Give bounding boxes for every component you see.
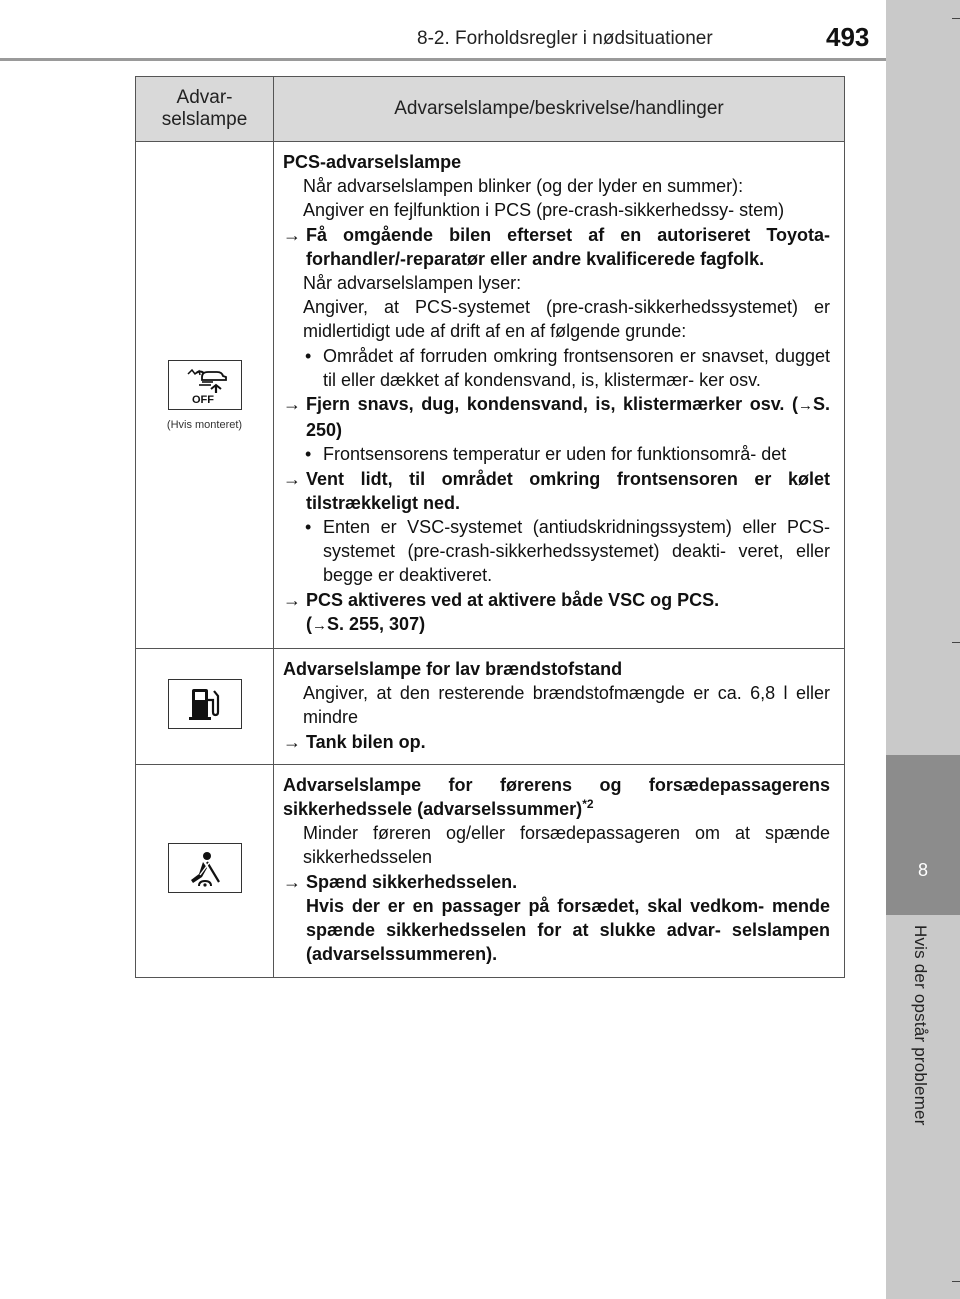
chapter-number: 8 — [917, 860, 928, 880]
warning-lights-table — [135, 76, 845, 978]
seatbelt-icon — [168, 843, 242, 893]
table-row — [136, 142, 845, 649]
text-line: Når advarselslampen lyser: — [303, 273, 522, 294]
arrow-icon: → — [283, 589, 301, 610]
page-number: 493 — [826, 22, 870, 52]
text-line: Minder føreren og/eller forsædepassageren om at spænde sikkerhedsselen — [303, 823, 830, 868]
lamp-title: PCS-advarselslampe — [283, 152, 462, 172]
crop-mark — [952, 642, 960, 643]
crop-mark — [952, 18, 960, 19]
icon-note: (Hvis monteret) — [166, 418, 243, 431]
arrow-icon: → — [283, 224, 301, 245]
arrow-icon: → — [797, 397, 813, 415]
page-header — [0, 0, 886, 62]
action-item: → Vent lidt, til området omkring frontsensoren er kølet tilstrækkeligt ned. — [283, 468, 830, 513]
arrow-icon: → — [312, 616, 327, 634]
chapter-tab[interactable] — [886, 755, 960, 915]
arrow-icon: → — [283, 468, 301, 489]
bullet-item: • Enten er VSC-systemet (antiudskridningssystem) eller PCS-systemet (pre-crash-sikkerhedssystemet) deakti- veret, eller begge er deaktiveret. — [305, 517, 830, 586]
action-item: → Tank bilen op. — [283, 730, 830, 754]
description-cell — [274, 142, 845, 649]
crop-mark — [952, 1281, 960, 1282]
lamp-title: Advarselslampe for lav brændstofstand — [283, 659, 623, 680]
table-header-row — [136, 77, 845, 142]
lamp-cell — [136, 649, 274, 765]
col-header-lamp: Advar- selslampe — [136, 77, 274, 142]
section-title: 8-2. Forholdsregler i nødsituationer — [417, 28, 713, 49]
arrow-icon: → — [283, 731, 301, 752]
col-header-description: Advarselslampe/beskrivelse/handlinger — [274, 77, 845, 142]
lamp-cell — [136, 764, 274, 977]
action-item: → PCS aktiveres ved at aktivere både VSC og PCS. (→S. 255, 307) — [283, 589, 720, 634]
lamp-title: Advarselslampe for førerens og forsædepassagerens sikkerhedssele (advarselssummer)$^{*2}$ — [283, 774, 830, 820]
text-line: Angiver, at den resterende brændstofmængde er ca. 6,8 l eller mindre — [303, 683, 830, 728]
text-line: Når advarselslampen blinker (og der lyder en summer): — [303, 176, 744, 197]
lamp-cell — [136, 142, 274, 649]
arrow-icon: → — [283, 394, 301, 415]
bullet-item: • Området af forruden omkring frontsensoren er snavset, dugget til eller dækket af kondensvand, is, klistermær- ker osv. — [305, 345, 830, 390]
svg-text:OFF: OFF — [191, 393, 214, 406]
description-cell — [274, 649, 845, 765]
footnote-marker: *2 — [582, 797, 594, 812]
action-continuation: Hvis der er en passager på forsædet, skal vedkom- mende spænde sikkerhedsselen for at slukke advar- selslampen (advarselssummeren). — [306, 895, 830, 965]
pcs-off-icon — [168, 360, 242, 410]
header-rule — [0, 58, 886, 61]
table-row — [136, 764, 845, 977]
bullet-item: • Frontsensorens temperatur er uden for funktionsområ- det — [305, 444, 787, 465]
page-reference[interactable]: S. 255, 307) — [327, 613, 426, 634]
arrow-icon: → — [283, 871, 301, 892]
page-reference[interactable]: S. 250) — [306, 394, 830, 441]
description-cell — [274, 764, 845, 977]
action-item: → Fjern snavs, dug, kondensvand, is, klistermærker osv. (→S. 250) — [283, 394, 830, 441]
action-item: → Spænd sikkerhedsselen. — [283, 870, 830, 894]
table-row — [136, 649, 845, 765]
chapter-sidebar — [886, 0, 960, 1299]
text-line: Angiver en fejlfunktion i PCS (pre-crash-sikkerhedssy- stem) — [303, 200, 785, 221]
text-line: Angiver, at PCS-systemet (pre-crash-sikkerhedssystemet) er midlertidigt ude af drift af en af følgende grunde: — [303, 297, 830, 342]
chapter-title: Hvis der opstår problemer — [911, 925, 930, 1126]
fuel-pump-icon — [168, 679, 242, 729]
action-item: → Få omgående bilen efterset af en autoriseret Toyota- forhandler/-reparatør eller andre kvalificerede fagfolk. — [283, 224, 830, 269]
